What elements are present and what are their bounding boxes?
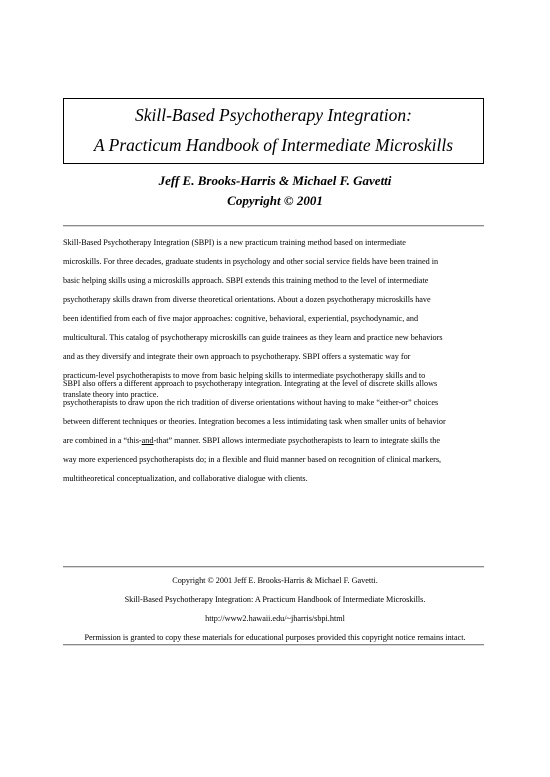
top-divider xyxy=(63,225,484,227)
paragraph-1-line: been identified from each of five major approaches: cognitive, behavioral, experiential, psychodynamic, and xyxy=(63,314,419,323)
copyright-line: Copyright © 2001 xyxy=(227,193,323,208)
document-title-line-2: A Practicum Handbook of Intermediate Microskills xyxy=(93,135,454,155)
footer-copyright: Copyright © 2001 Jeff E. Brooks-Harris & Michael F. Gavetti. xyxy=(172,576,378,585)
paragraph-1-line: basic helping skills using a microskills approach. SBPI extends this training method to the level of intermediate xyxy=(63,276,429,285)
footer-bottom-divider xyxy=(63,644,484,646)
footer-citation: Skill-Based Psychotherapy Integration: A Practicum Handbook of Intermediate Microskills. xyxy=(124,595,426,604)
underlined-and: and xyxy=(141,436,154,445)
paragraph-2-line-4-end: -that” manner. SBPI allows intermediate psychotherapists to learn to integrate skills the xyxy=(153,436,440,445)
paragraph-2-line: way more experienced psychotherapists do; in a flexible and fluid manner based on recognition of clinical markers, xyxy=(63,455,442,464)
footer-permission: Permission is granted to copy these materials for educational purposes provided this copyright notice remains intact. xyxy=(84,633,466,642)
authors-line: Jeff E. Brooks-Harris & Michael F. Gavetti xyxy=(158,173,392,188)
paragraph-1-line: microskills. For three decades, graduate students in psychology and other social service fields have been trained in xyxy=(63,257,439,266)
paragraph-1-line: practicum-level psychotherapists to move from basic helping skills to intermediate psychotherapy skills and to xyxy=(63,371,426,380)
paragraph-1-line: and as they diversify and integrate their own approach to psychotherapy. SBPI offers a systematic way for xyxy=(63,352,411,361)
paragraph-1-line: Skill-Based Psychotherapy Integration (SBPI) is a new practicum training method based on intermediate xyxy=(63,238,406,247)
footer-top-divider xyxy=(63,566,484,568)
paragraph-2-line xyxy=(63,431,493,450)
paragraph-1-line: translate theory into practice. xyxy=(63,390,159,399)
title-box xyxy=(63,98,484,164)
paragraph-2-line: SBPI also offers a different approach to psychotherapy integration. Integrating at the level of discrete skills allows xyxy=(63,379,438,388)
paragraph-2-line: between different techniques or theories. Integration becomes a less intimidating task when smaller units of behavior xyxy=(63,417,446,426)
paragraph-2-line-4-start: are combined in a “this- xyxy=(63,436,142,445)
abstract-paragraph-2 xyxy=(63,374,493,488)
paragraph-1-line: psychotherapy skills drawn from diverse theoretical orientations. About a dozen psychotherapy microskills have xyxy=(63,295,431,304)
paragraph-2-line: multitheoretical conceptualization, and collaborative dialogue with clients. xyxy=(63,474,308,483)
paragraph-1-line: multicultural. This catalog of psychotherapy microskills can guide trainees as they learn and practice new behaviors xyxy=(63,333,443,342)
document-title-line-1: Skill-Based Psychotherapy Integration: xyxy=(134,105,412,125)
copyright-footer xyxy=(55,571,495,647)
paragraph-2-line: psychotherapists to draw upon the rich tradition of diverse orientations without having to make “either-or” choices xyxy=(63,398,439,407)
footer-url[interactable]: http://www2.hawaii.edu/~jharris/sbpi.html xyxy=(205,614,345,623)
